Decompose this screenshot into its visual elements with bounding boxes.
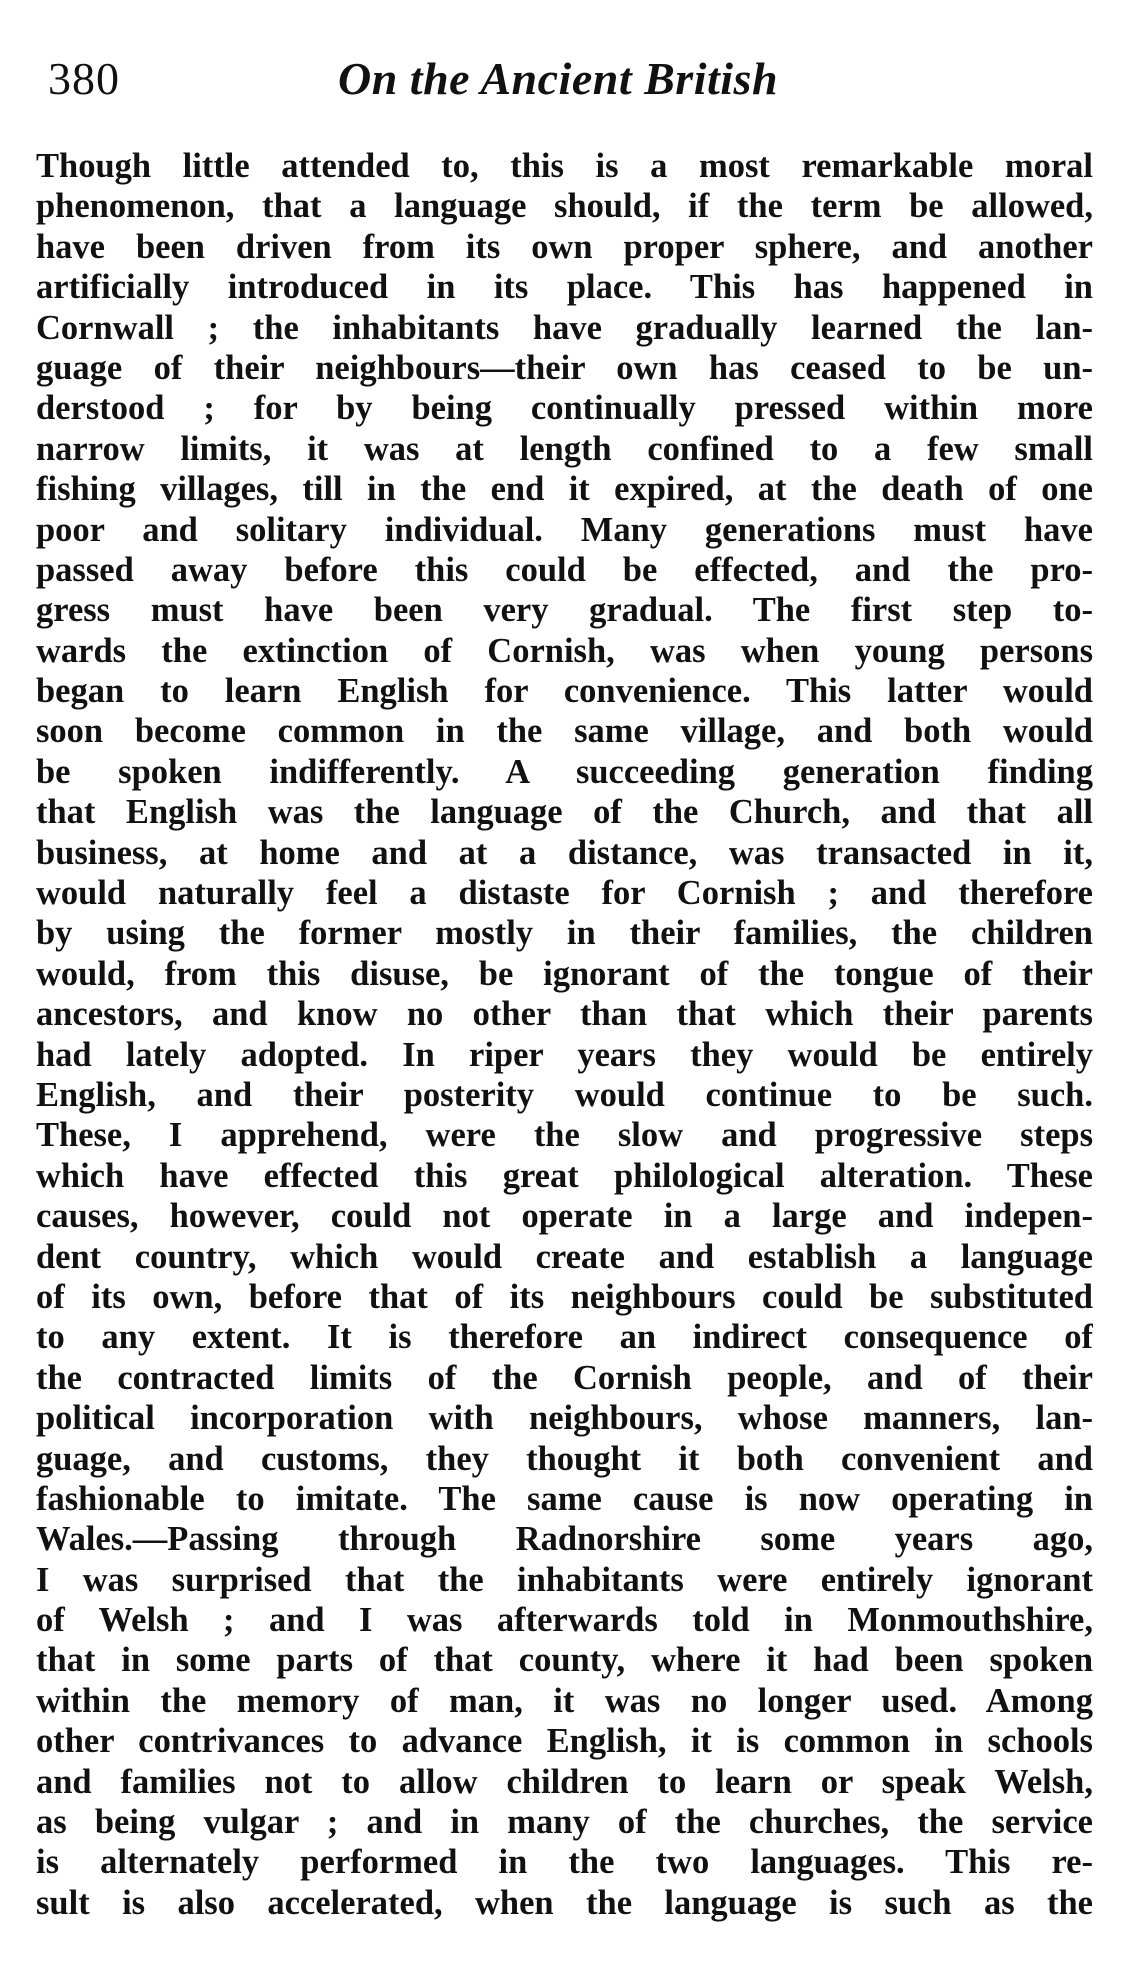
text-line: I was surprised that the inhabitants were entirely ignorant xyxy=(36,1560,1093,1599)
text-line: is alternately performed in the two languages. This re- xyxy=(36,1843,1093,1882)
text-line: be spoken indifferently. A succeeding generation finding xyxy=(36,752,1093,791)
text-line: sult is also accelerated, when the language is such as the xyxy=(36,1883,1093,1922)
text-line: guage of their neighbours—their own has ceased to be un- xyxy=(36,348,1093,387)
text-line: gress must have been very gradual. The first step to- xyxy=(36,591,1093,630)
text-line: wards the extinction of Cornish, was when young persons xyxy=(36,631,1093,670)
text-line: which have effected this great philological alteration. These xyxy=(36,1156,1093,1195)
page-number: 380 xyxy=(48,53,120,104)
text-line: and families not to allow children to learn or speak Welsh, xyxy=(36,1762,1093,1801)
text-line: fishing villages, till in the end it expired, at the death of one xyxy=(36,470,1093,509)
text-line: that in some parts of that county, where it had been spoken xyxy=(36,1641,1093,1680)
text-line: of its own, before that of its neighbours could be substituted xyxy=(36,1277,1093,1316)
text-line: business, at home and at a distance, was transacted in it, xyxy=(36,833,1093,872)
text-line: fashionable to imitate. The same cause is now operating in xyxy=(36,1479,1093,1518)
text-line: dent country, which would create and establish a language xyxy=(36,1237,1093,1276)
text-line: as being vulgar ; and in many of the churches, the service xyxy=(36,1803,1093,1842)
text-line: guage, and customs, they thought it both convenient and xyxy=(36,1439,1093,1478)
text-line: derstood ; for by being continually pressed within more xyxy=(36,389,1093,428)
text-line: to any extent. It is therefore an indirect consequence of xyxy=(36,1318,1093,1357)
text-line: within the memory of man, it was no longer used. Among xyxy=(36,1681,1093,1720)
text-line: that English was the language of the Church, and that all xyxy=(36,793,1093,832)
text-line: the contracted limits of the Cornish people, and of their xyxy=(36,1358,1093,1397)
text-line: Wales.—Passing through Radnorshire some years ago, xyxy=(36,1520,1093,1559)
text-line: ancestors, and know no other than that which their parents xyxy=(36,995,1093,1034)
text-line: narrow limits, it was at length confined to a few small xyxy=(36,429,1093,468)
text-line: would, from this disuse, be ignorant of the tongue of their xyxy=(36,954,1093,993)
text-line: Cornwall ; the inhabitants have gradually learned the lan- xyxy=(36,308,1093,347)
text-line: phenomenon, that a language should, if the term be allowed, xyxy=(36,187,1093,226)
text-line: poor and solitary individual. Many generations must have xyxy=(36,510,1093,549)
text-line: soon become common in the same village, and both would xyxy=(36,712,1093,751)
running-title: On the Ancient British xyxy=(338,53,779,104)
text-line: artificially introduced in its place. This has happened in xyxy=(36,268,1093,307)
running-head xyxy=(48,48,1093,118)
text-line: political incorporation with neighbours, whose manners, lan- xyxy=(36,1399,1093,1438)
body-paragraph xyxy=(36,146,1093,1923)
text-line: other contrivances to advance English, it is common in schools xyxy=(36,1722,1093,1761)
text-line: These, I apprehend, were the slow and progressive steps xyxy=(36,1116,1093,1155)
text-line: had lately adopted. In riper years they would be entirely xyxy=(36,1035,1093,1074)
text-line: have been driven from its own proper sphere, and another xyxy=(36,227,1093,266)
text-line: by using the former mostly in their families, the children xyxy=(36,914,1093,953)
text-line: of Welsh ; and I was afterwards told in Monmouthshire, xyxy=(36,1601,1093,1640)
text-line: passed away before this could be effected, and the pro- xyxy=(36,550,1093,589)
text-line: Though little attended to, this is a most remarkable moral xyxy=(36,147,1093,185)
text-line: English, and their posterity would continue to be such. xyxy=(36,1075,1093,1114)
text-line: causes, however, could not operate in a large and indepen- xyxy=(36,1197,1093,1236)
text-line: began to learn English for convenience. This latter would xyxy=(36,672,1093,711)
text-line: would naturally feel a distaste for Cornish ; and therefore xyxy=(36,874,1093,913)
